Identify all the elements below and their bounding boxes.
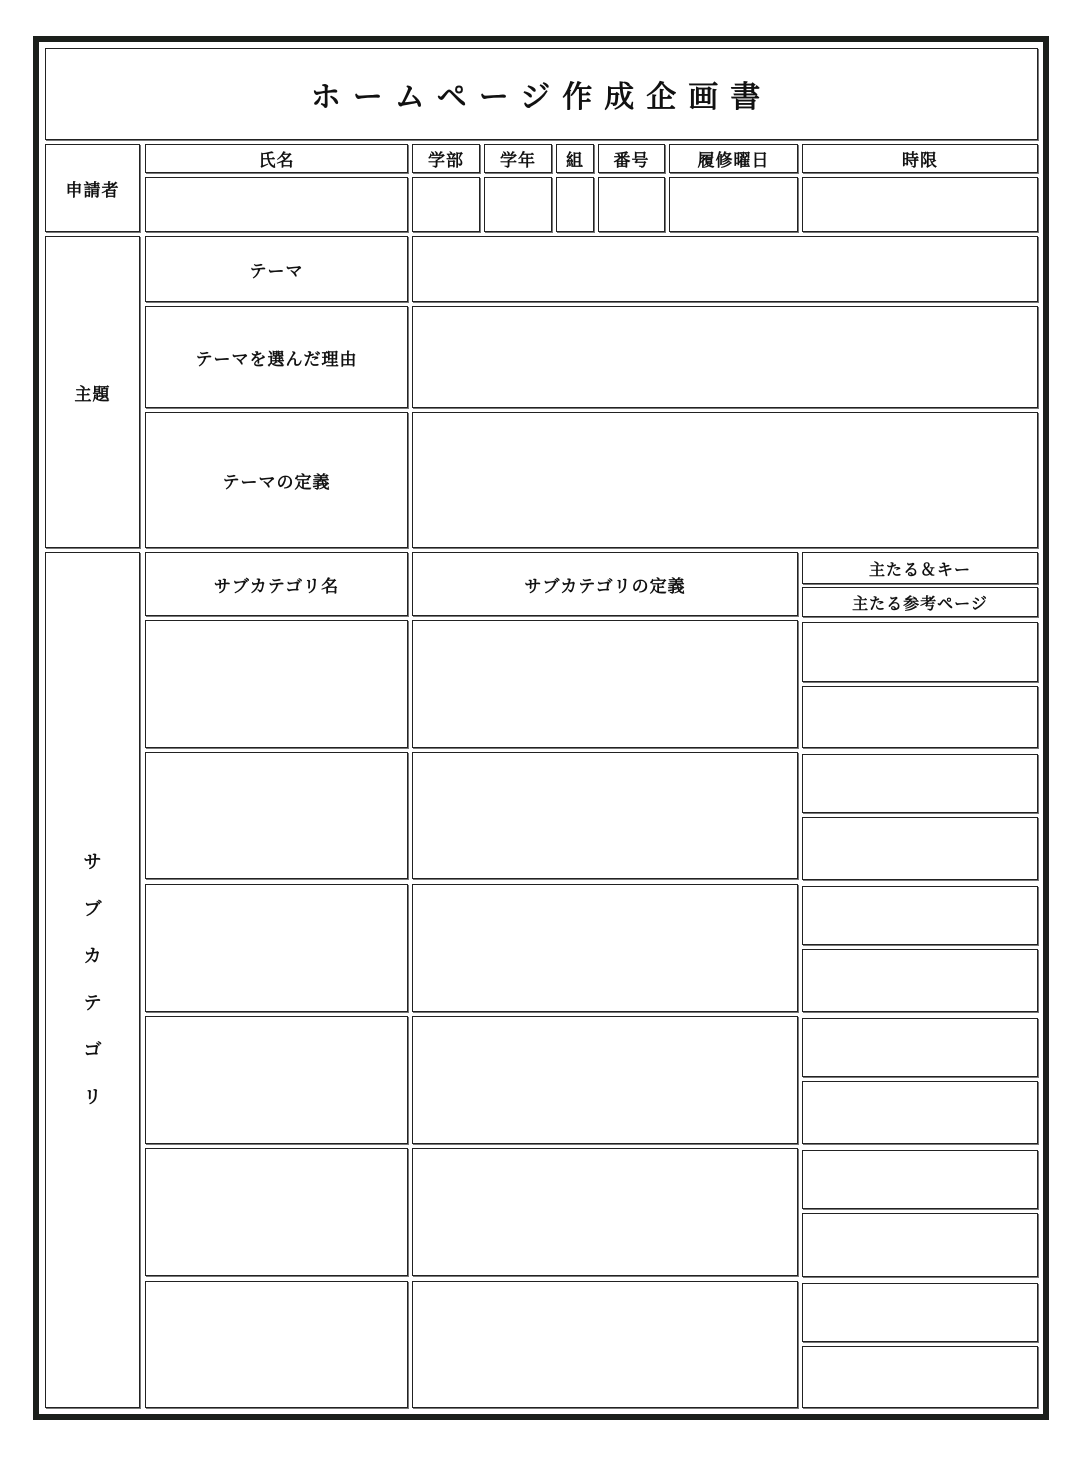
subcategory-definition-field[interactable]: [412, 1016, 798, 1144]
theme-reason-label: テーマを選んだ理由: [145, 306, 408, 408]
subcategory-definition-field[interactable]: [412, 1281, 798, 1408]
subcategory-char: カ: [83, 945, 102, 967]
faculty-header: 学部: [412, 144, 480, 173]
reference-page-header: 主たる参考ページ: [802, 587, 1038, 617]
subcategory-definition-field[interactable]: [412, 752, 798, 879]
keyword-field[interactable]: [802, 1150, 1038, 1209]
theme-reason-field[interactable]: [412, 306, 1038, 408]
subcategory-char: テ: [83, 992, 102, 1014]
reference-page-field[interactable]: [802, 1213, 1038, 1277]
keyword-field[interactable]: [802, 622, 1038, 682]
keyword-field[interactable]: [802, 886, 1038, 945]
name-header: 氏名: [145, 144, 408, 173]
applicant-section-label: 申請者: [45, 144, 140, 232]
theme-definition-field[interactable]: [412, 412, 1038, 548]
subcategory-definition-field[interactable]: [412, 1148, 798, 1276]
keyword-field[interactable]: [802, 1018, 1038, 1077]
reference-page-field[interactable]: [802, 1346, 1038, 1408]
reference-page-field[interactable]: [802, 817, 1038, 880]
reference-page-field[interactable]: [802, 1081, 1038, 1144]
subcategory-name-field[interactable]: [145, 752, 408, 879]
subcategory-char: リ: [83, 1086, 102, 1108]
reference-page-field[interactable]: [802, 686, 1038, 748]
subcategory-name-field[interactable]: [145, 1016, 408, 1144]
day-field[interactable]: [669, 177, 798, 232]
subcategory-name-field[interactable]: [145, 884, 408, 1012]
name-field[interactable]: [145, 177, 408, 232]
subcategory-char: サ: [83, 851, 102, 873]
subcategory-definition-field[interactable]: [412, 620, 798, 748]
keyword-field[interactable]: [802, 754, 1038, 813]
theme-definition-label: テーマの定義: [145, 412, 408, 548]
grade-header: 学年: [484, 144, 552, 173]
subcategory-section-label: [45, 552, 140, 1408]
theme-field[interactable]: [412, 236, 1038, 302]
number-header: 番号: [598, 144, 665, 173]
subcategory-name-field[interactable]: [145, 620, 408, 748]
subcategory-name-header: サブカテゴリ名: [145, 552, 408, 616]
period-field[interactable]: [802, 177, 1038, 232]
class-field[interactable]: [556, 177, 594, 232]
number-field[interactable]: [598, 177, 665, 232]
subcategory-name-field[interactable]: [145, 1281, 408, 1408]
subcategory-definition-field[interactable]: [412, 884, 798, 1012]
subcategory-char: ブ: [83, 898, 102, 920]
theme-label: テーマ: [145, 236, 408, 302]
period-header: 時限: [802, 144, 1038, 173]
subcategory-definition-header: サブカテゴリの定義: [412, 552, 798, 616]
class-header: 組: [556, 144, 594, 173]
subcategory-char: ゴ: [83, 1039, 102, 1061]
keyword-field[interactable]: [802, 1283, 1038, 1342]
form-title: ホームページ作成企画書: [45, 48, 1038, 140]
grade-field[interactable]: [484, 177, 552, 232]
day-header: 履修曜日: [669, 144, 798, 173]
keyword-header: 主たる＆キー: [802, 552, 1038, 584]
subcategory-name-field[interactable]: [145, 1148, 408, 1276]
theme-section-label: 主題: [45, 236, 140, 548]
faculty-field[interactable]: [412, 177, 480, 232]
reference-page-field[interactable]: [802, 949, 1038, 1012]
